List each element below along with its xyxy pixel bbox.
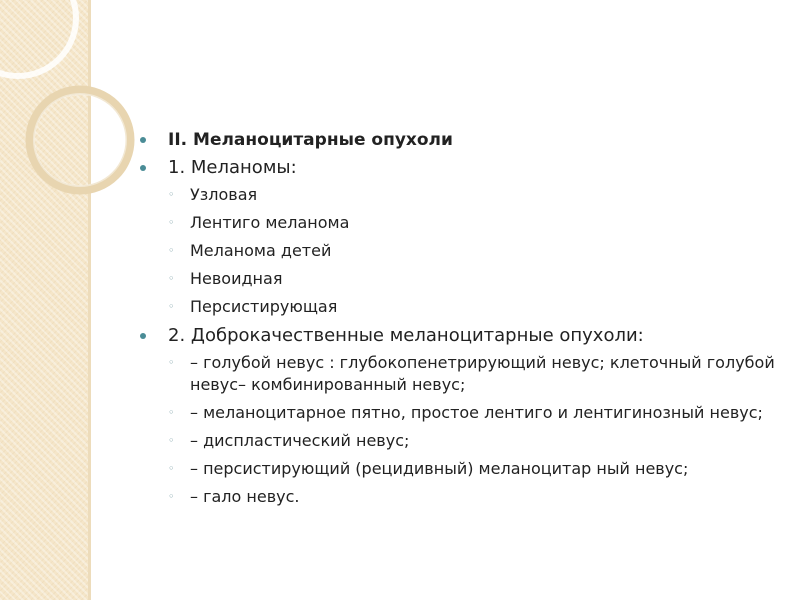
sub-bullet-icon: ◦	[168, 188, 175, 201]
bullet-icon	[140, 165, 146, 171]
list-item-text: – персистирующий (рецидивный) меланоцитар ный невус;	[190, 459, 689, 478]
sub-bullet-icon: ◦	[168, 490, 175, 503]
sub-bullet-icon: ◦	[168, 462, 175, 475]
list-item-text: Меланома детей	[190, 241, 332, 260]
list-item-text: – меланоцитарное пятно, простое лентиго и лентигинозный невус;	[190, 403, 763, 422]
list-item-text: Невоидная	[190, 269, 283, 288]
ring-ornament-icon	[0, 0, 160, 240]
bullet-icon	[140, 137, 146, 143]
list-item-level1	[138, 128, 778, 152]
sub-bullet-icon: ◦	[168, 272, 175, 285]
sub-bullet-icon: ◦	[168, 244, 175, 257]
list-item-text: Лентиго меланома	[190, 213, 350, 232]
sub-bullet-icon: ◦	[168, 406, 175, 419]
list-item-level2	[138, 402, 778, 424]
list-item-level2	[138, 240, 778, 262]
list-item-text: 1. Меланомы:	[168, 157, 297, 178]
list-item-level2	[138, 296, 778, 318]
list-item-text: – голубой невус : глубокопенетрирующий невус; клеточный голубой невус– комбинированный невус;	[190, 353, 775, 394]
list-item-text: – гало невус.	[190, 487, 300, 506]
sub-bullet-icon: ◦	[168, 216, 175, 229]
bullet-icon	[140, 333, 146, 339]
sub-bullet-icon: ◦	[168, 356, 175, 369]
list-item-level2	[138, 352, 778, 396]
list-item-text: Узловая	[190, 185, 258, 204]
list-item-level1	[138, 156, 778, 180]
sub-bullet-icon: ◦	[168, 434, 175, 447]
list-item-level1	[138, 324, 778, 348]
list-item-level2	[138, 486, 778, 508]
sub-bullet-icon: ◦	[168, 300, 175, 313]
list-item-level2	[138, 268, 778, 290]
list-item-text: Персистирующая	[190, 297, 338, 316]
list-item-level2	[138, 430, 778, 452]
list-item-level2	[138, 458, 778, 480]
list-item-level2	[138, 212, 778, 234]
slide-content	[138, 128, 778, 514]
list-item-level2	[138, 184, 778, 206]
list-item-text: – диспластический невус;	[190, 431, 410, 450]
list-item-text: 2. Доброкачественные меланоцитарные опухоли:	[168, 325, 644, 346]
list-item-text: II. Меланоцитарные опухоли	[168, 130, 453, 150]
